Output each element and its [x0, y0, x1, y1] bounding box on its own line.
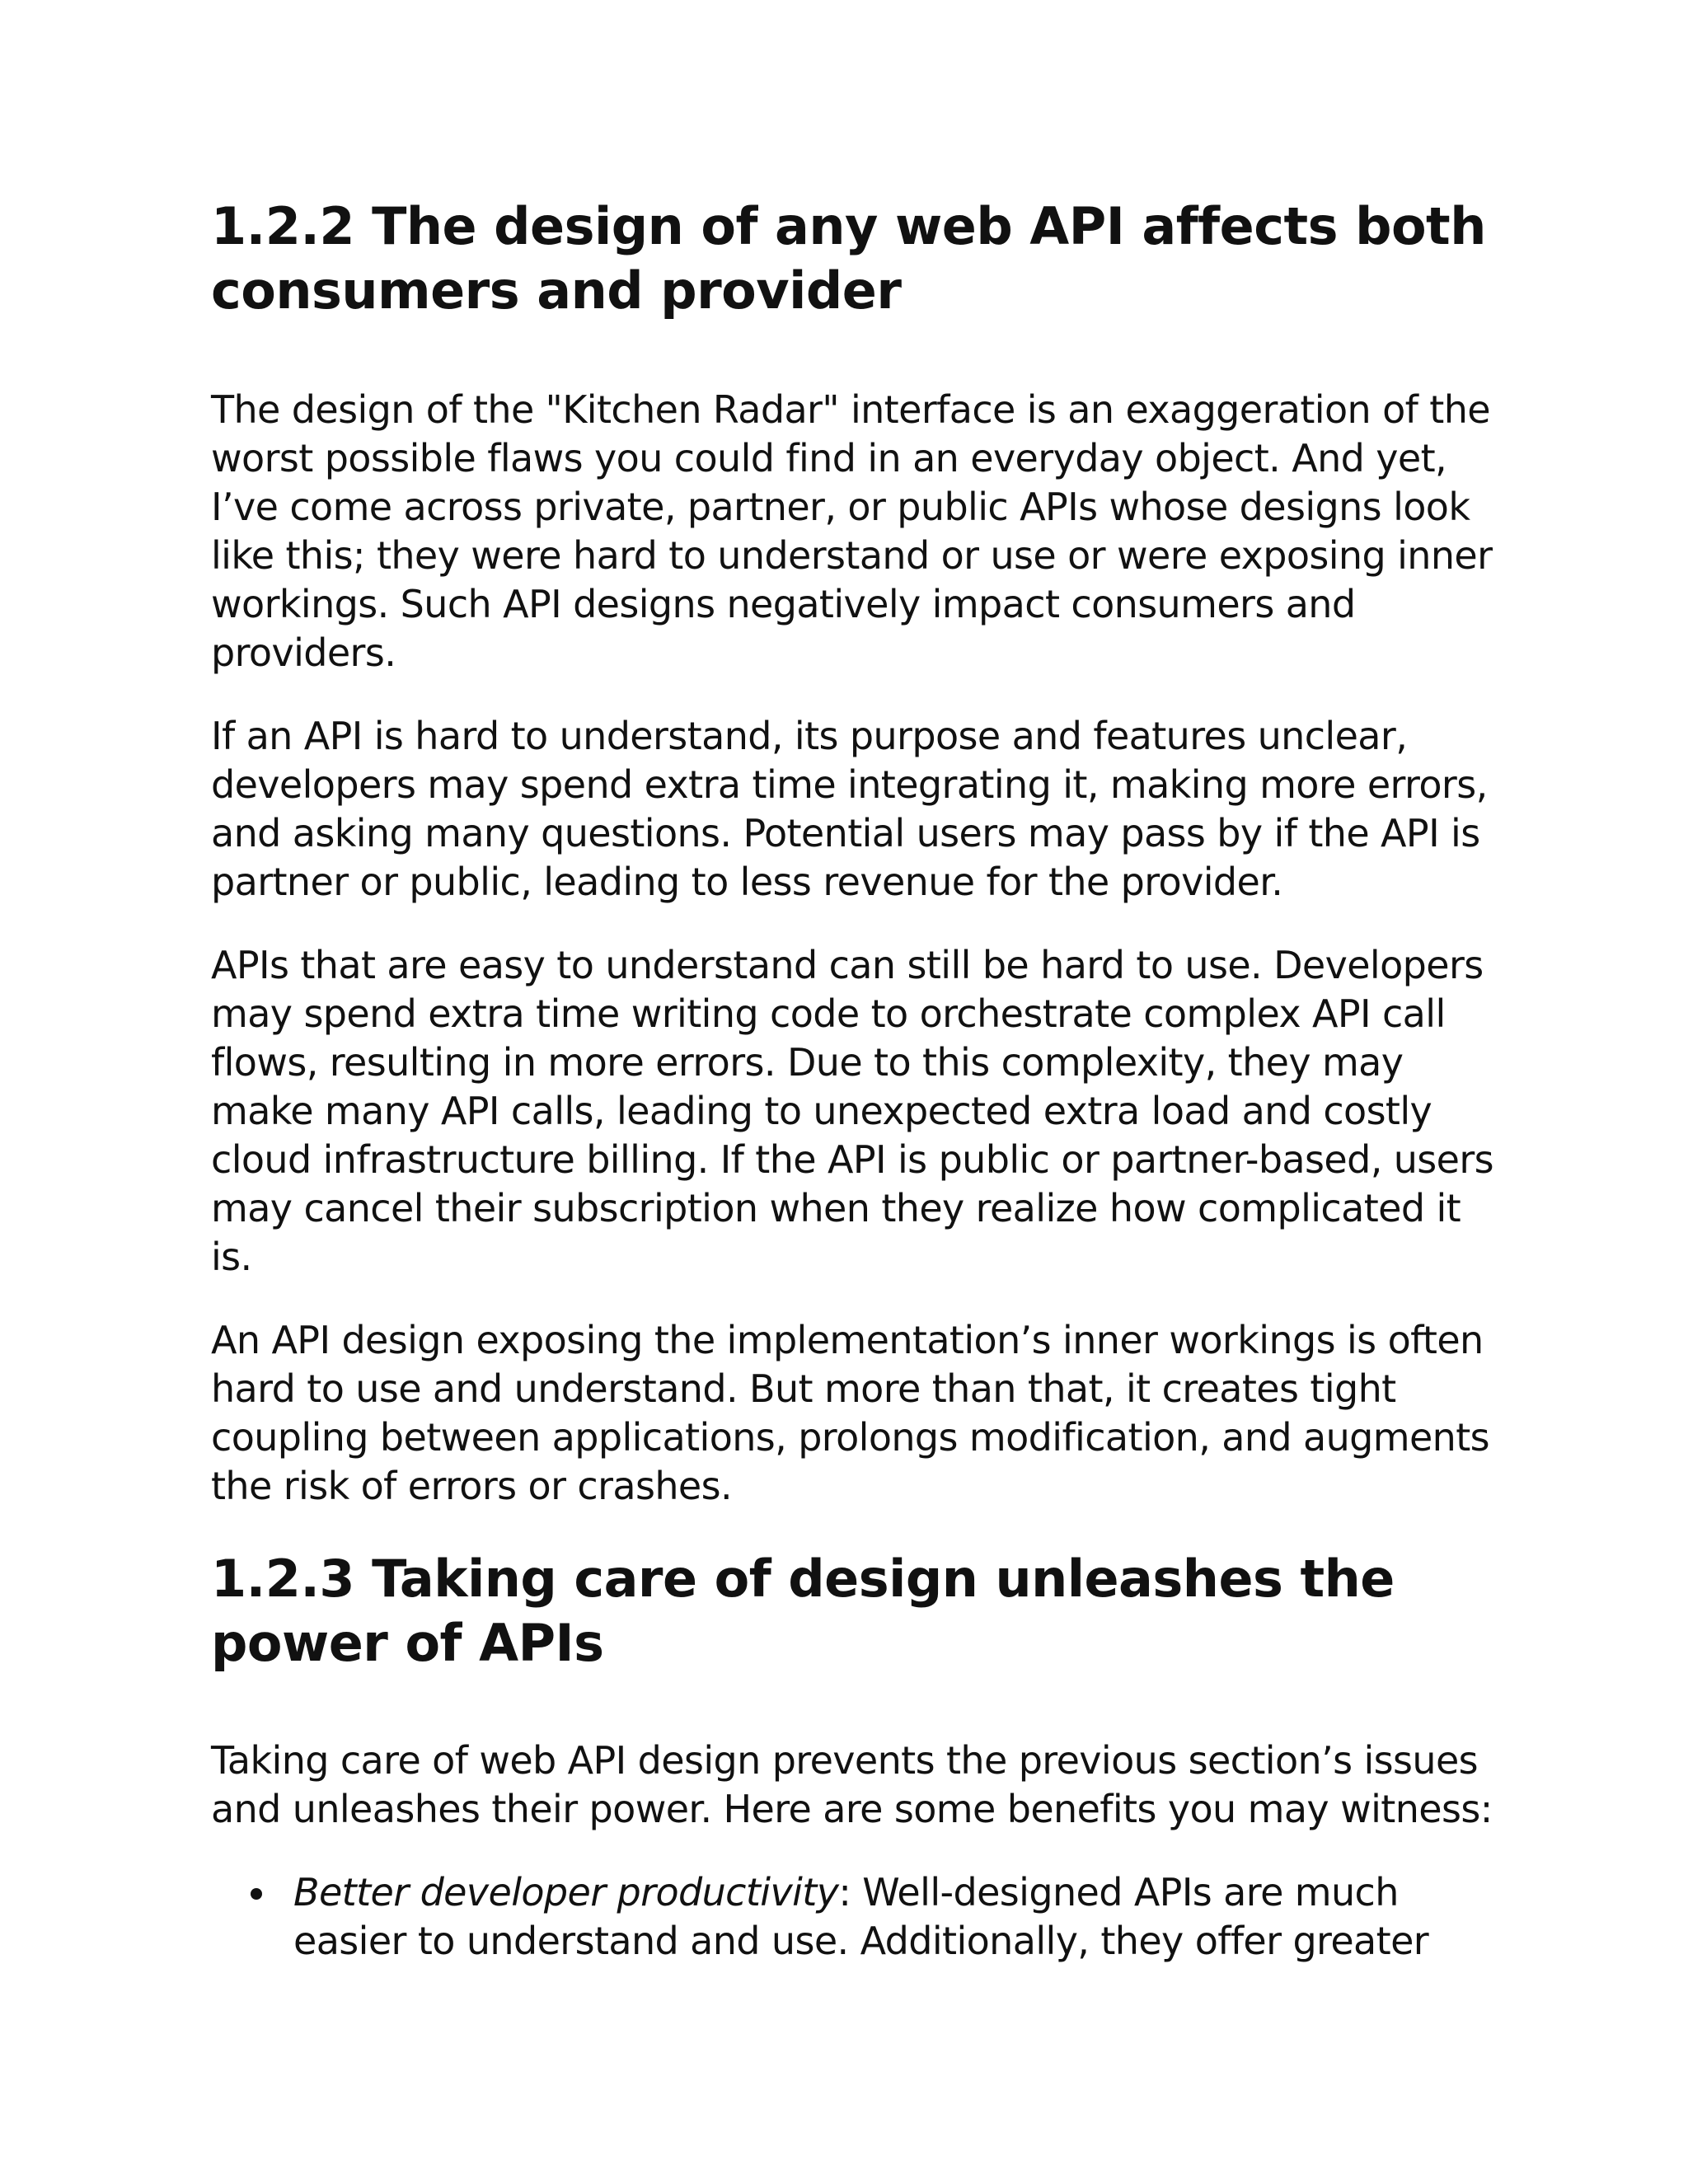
paragraph-hard-to-use: APIs that are easy to understand can still be hard to use. Developers may spend extra time writing code to orchestrate complex API call flows, resulting in more errors. Due to this complexity, they may make many API calls, leading to unexpected extra load and costly cloud infrastructure billing. If the API is public or partner-based, users may cancel their subscription when they realize how complicated it is. [211, 943, 1494, 1279]
section-heading-1-2-2: 1.2.2 The design of any web API affects both consumers and provider [211, 196, 1486, 321]
paragraph-inner-workings: An API design exposing the implementation’s inner workings is often hard to use and understand. But more than that, it creates tight coupling between applications, prolongs modification, and augments the risk of errors or crashes. [211, 1318, 1490, 1508]
list-item [211, 1868, 1497, 1966]
benefits-list [211, 1868, 1497, 1966]
paragraph-kitchen-radar: The design of the "Kitchen Radar" interface is an exaggeration of the worst possible flaws you could find in an everyday object. And yet, I’ve come across private, partner, or public APIs whose designs look like this; they were hard to understand or use or were exposing inner workings. Such API designs negatively impact consumers and providers. [211, 387, 1493, 675]
paragraph-benefits-intro: Taking care of web API design prevents the previous section’s issues and unleashes their power. Here are some benefits you may witness: [211, 1738, 1493, 1831]
bullet-icon [251, 1888, 262, 1900]
list-item-text: : Well-designed APIs are much easier to understand and use. Additionally, they offer greater [293, 1870, 1429, 1963]
section-heading-1-2-3: 1.2.3 Taking care of design unleashes the power of APIs [211, 1549, 1395, 1673]
document-page [211, 194, 1497, 1966]
paragraph-hard-to-understand: If an API is hard to understand, its purpose and features unclear, developers may spend extra time integrating it, making more errors, and asking many questions. Potential users may pass by if the API is partner or public, leading to less revenue for the provider. [211, 714, 1488, 904]
list-item-term: Better developer productivity [293, 1870, 839, 1915]
